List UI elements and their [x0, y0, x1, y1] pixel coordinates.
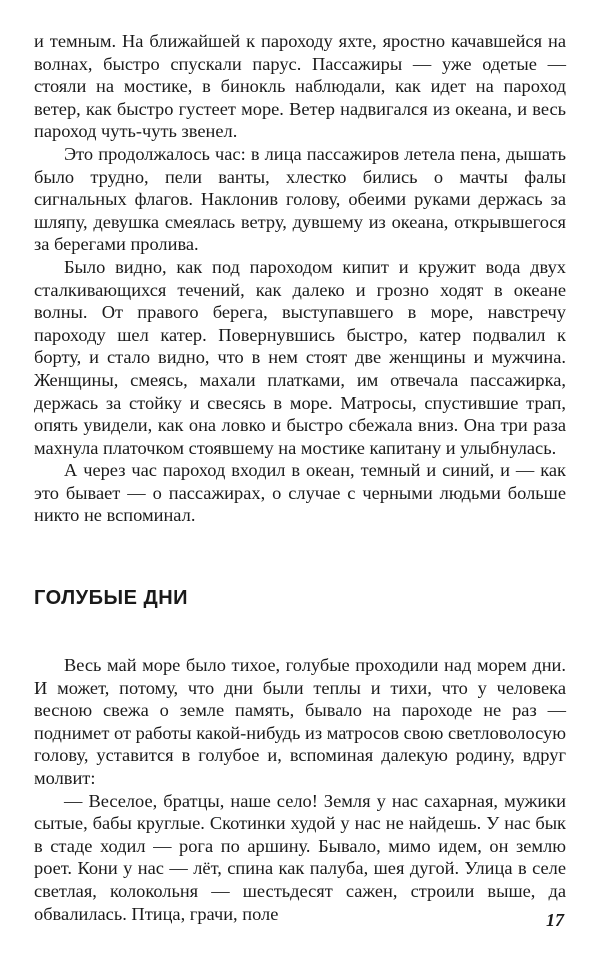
story-end-text [34, 30, 566, 527]
paragraph: Это продолжалось час: в лица пассажиров летела пена, дышать было трудно, пели ванты, хлестко бились о мачты фалы сигнальных флагов. Наклонив голову, обеими руками держась за шляпу, девушка смеялась ветру, дувшему из океана, открывшегося за берегами пролива. [34, 143, 566, 255]
chapter-title: ГОЛУБЫЕ ДНИ [34, 587, 189, 609]
chapter-text [34, 654, 566, 925]
paragraph: Было видно, как под пароходом кипит и кружит вода двух сталкивающихся течений, как далеко и грозно ходят в океане волны. От правого берега, выступавшего в море, навстречу пароходу шел катер. Повернувшись быстро, катер подвалил к борту, и стало видно, что в нем стоят две женщины и мужчина. Женщины, смеясь, махали платками, им отвечала пассажирка, держась за стойку и свесясь в море. Матросы, спустившие трап, опять увидели, как она ловко и быстро сбежала вниз. Она три раза махнула платочком стоявшему на мостике капитану и улыбнулась. [34, 256, 566, 458]
paragraph: Весь май море было тихое, голубые проходили над морем дни. И может, потому, что дни были теплы и тихи, что у человека весною свежа о земле память, бывало на пароходе не раз — поднимет от работы какой-нибудь из матросов свою светловолосую голову, уставится в голубое и, вспоминая далекую родину, вдруг молвит: [34, 655, 566, 788]
page-number: 17 [546, 910, 564, 930]
paragraph: А через час пароход входил в океан, темный и синий, и — как это бывает — о пассажирах, о случае с черными людьми больше никто не вспоминал. [34, 460, 566, 526]
paragraph: и темным. На ближайшей к пароходу яхте, яростно качавшейся на волнах, быстро спускали парус. Пассажиры — уже одетые — стояли на мостике, в бинокль наблюдали, как идет на пароход ветер, как быстро густеет море. Ветер надвигался из океана, и весь пароход чуть-чуть звенел. [34, 31, 566, 142]
paragraph: — Веселое, братцы, наше село! Земля у нас сахарная, мужики сытые, бабы круглые. Скотинки худой у нас не найдешь. У нас бык в стаде ходил — рога по аршину. Бывало, мимо идем, он землю роет. Кони у нас — лёт, спина как палуба, шея дугой. Улица в селе светлая, колокольня — шестьдесят сажен, строили выше, да обвалилась. Птица, грачи, поле [34, 790, 566, 924]
